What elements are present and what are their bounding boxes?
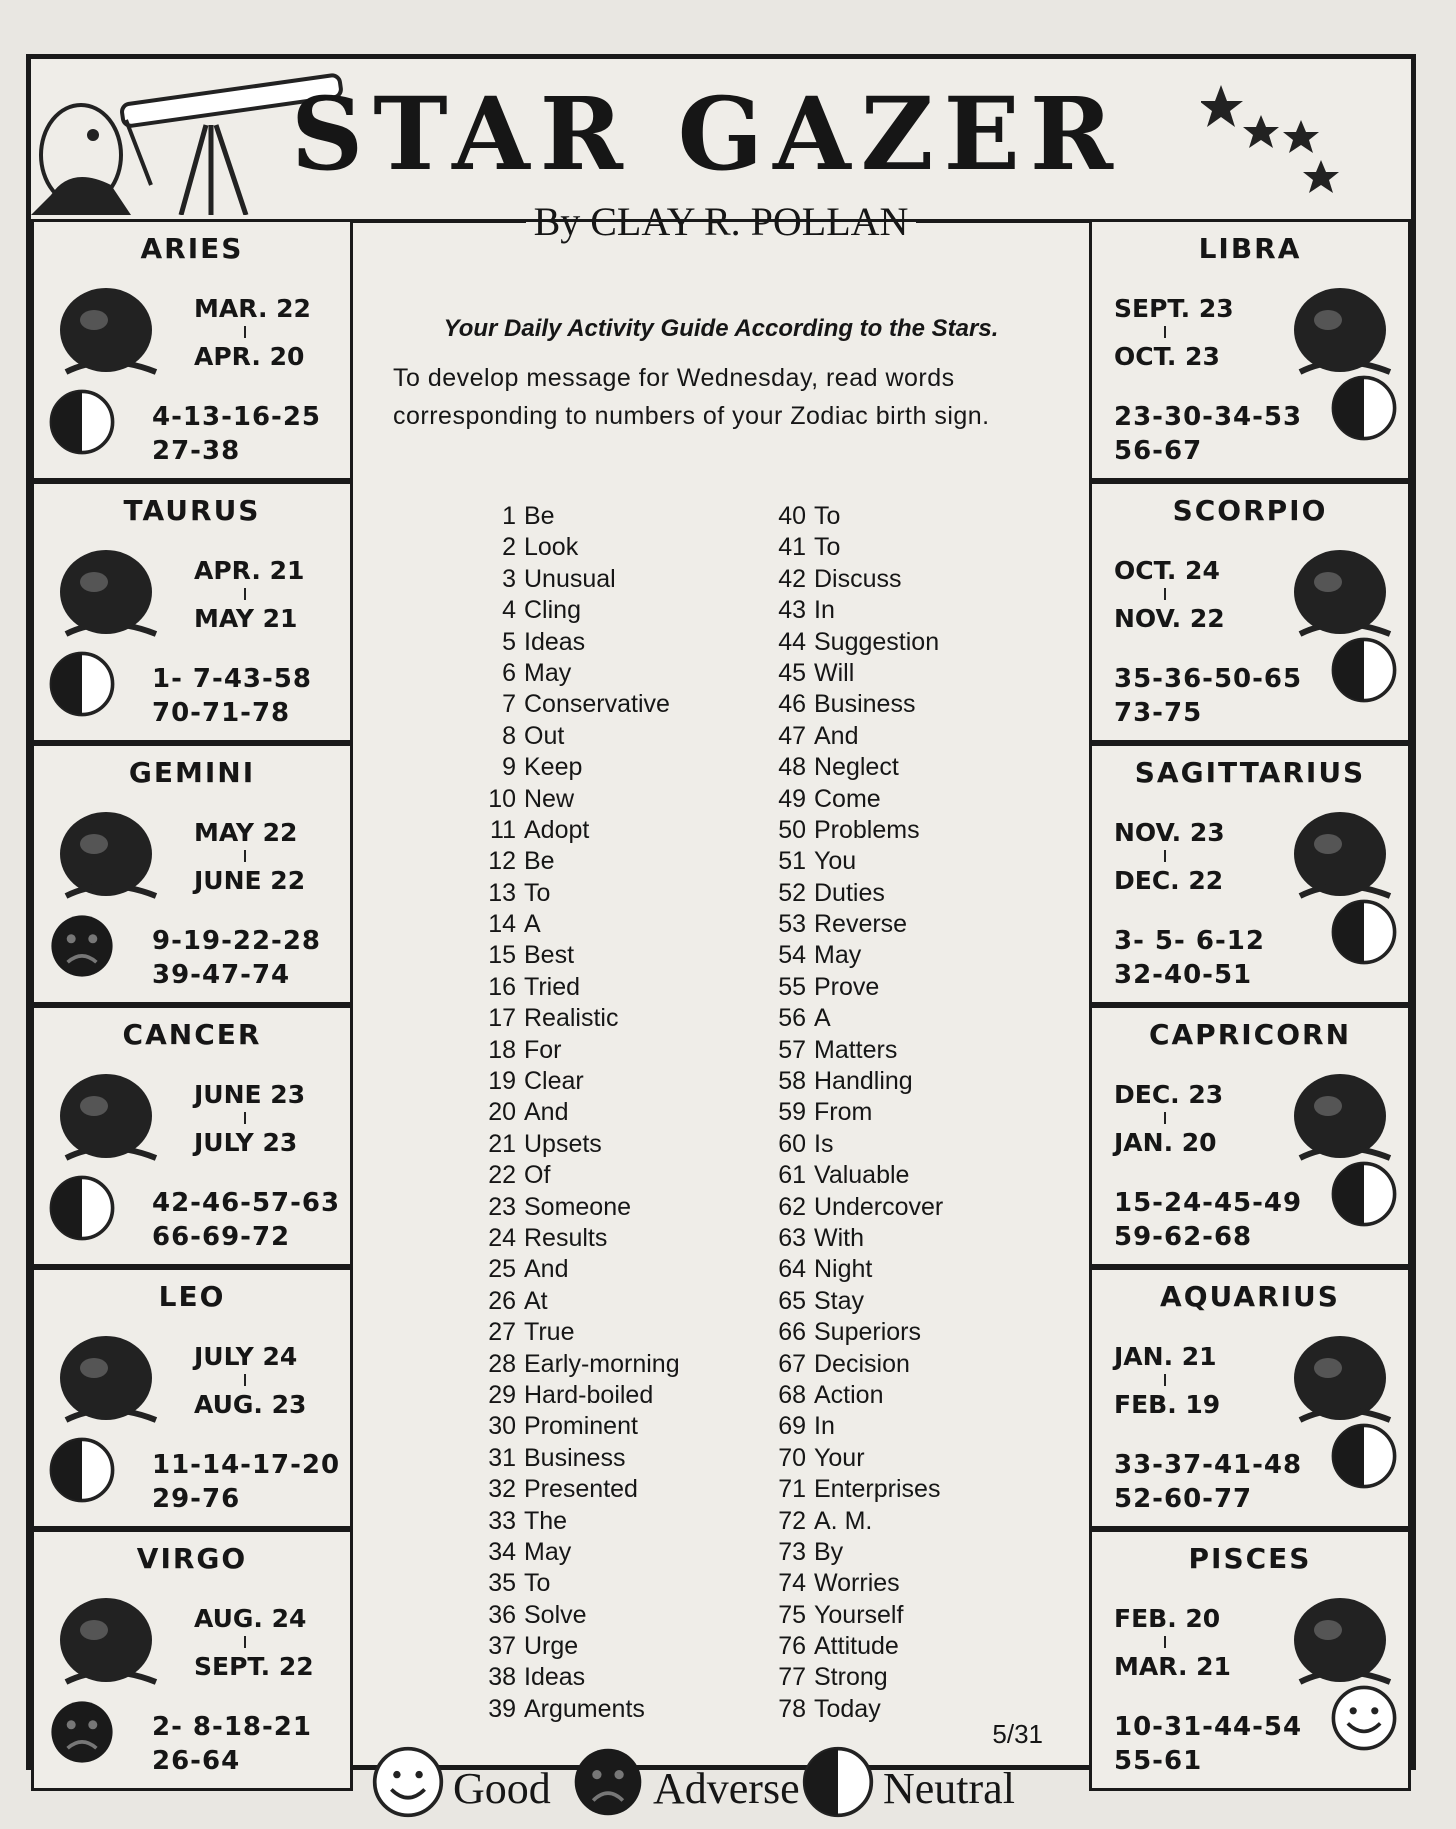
sign-numbers-line2: 39-47-74 <box>152 960 291 990</box>
word-entry: 77 Strong <box>778 1663 888 1692</box>
word-entry: 75 Yourself <box>778 1600 904 1629</box>
word-entry: 71 Enterprises <box>778 1475 941 1504</box>
word-entry: 13 To <box>488 878 551 907</box>
sign-end-date: JUNE 22 <box>194 866 306 895</box>
word-entry: 64 Night <box>778 1255 873 1284</box>
fish-icon <box>1280 1582 1400 1692</box>
word-entry: 65 Stay <box>778 1286 865 1315</box>
stars-moon-icon <box>1201 65 1411 215</box>
archer-icon <box>1280 796 1400 906</box>
sign-box-cancer <box>31 1005 353 1267</box>
sign-end-date: JAN. 20 <box>1114 1128 1217 1157</box>
word-entry: 5 Ideas <box>502 627 586 656</box>
word-entry: 30 Prominent <box>488 1412 638 1441</box>
word-entry: 60 Is <box>778 1129 834 1158</box>
word-entry: 53 Reverse <box>778 910 908 939</box>
word-entry: 36 Solve <box>488 1600 587 1629</box>
sign-numbers-line2: 26-64 <box>152 1746 241 1776</box>
word-entry: 27 True <box>488 1318 575 1347</box>
sign-numbers-line1: 23-30-34-53 <box>1114 402 1303 432</box>
sign-numbers-line1: 10-31-44-54 <box>1114 1712 1303 1742</box>
neutral-indicator-icon <box>1328 634 1400 706</box>
sign-name: CANCER <box>122 1018 262 1051</box>
sign-box-capricorn <box>1089 1005 1411 1267</box>
page-title: STAR GAZER <box>291 75 1123 193</box>
legend-neutral-label: Neutral <box>883 1764 1015 1813</box>
sign-start-date: JAN. 21 <box>1114 1342 1217 1371</box>
sign-start-date: NOV. 23 <box>1114 818 1225 847</box>
neutral-indicator-icon <box>46 648 118 720</box>
word-entry: 43 In <box>778 596 835 625</box>
sign-box-sagittarius <box>1089 743 1411 1005</box>
sign-name: ARIES <box>140 232 244 265</box>
bull-icon <box>46 534 166 644</box>
sign-numbers-line2: 66-69-72 <box>152 1222 291 1252</box>
word-entry: 16 Tried <box>488 972 581 1001</box>
word-list-right <box>766 501 1046 1725</box>
word-entry: 55 Prove <box>778 972 880 1001</box>
word-entry: 47 And <box>778 721 859 750</box>
center-panel <box>361 219 1073 1813</box>
sign-box-gemini <box>31 743 353 1005</box>
adverse-indicator-icon <box>46 910 118 982</box>
word-entry: 33 The <box>488 1506 568 1535</box>
word-entry: 21 Upsets <box>488 1129 602 1158</box>
sign-name: LIBRA <box>1198 232 1302 265</box>
sign-start-date: SEPT. 23 <box>1114 294 1234 323</box>
word-entry: 6 May <box>502 658 572 687</box>
word-entry: 38 Ideas <box>488 1663 586 1692</box>
sign-numbers-line2: 29-76 <box>152 1484 241 1514</box>
sign-start-date: MAR. 22 <box>194 294 311 323</box>
word-entry: 31 Business <box>488 1443 626 1472</box>
sign-name: GEMINI <box>128 756 256 789</box>
sign-start-date: JULY 24 <box>194 1342 298 1371</box>
word-entry: 22 Of <box>488 1161 551 1190</box>
word-entry: 26 At <box>488 1286 548 1315</box>
word-entry: 42 Discuss <box>778 564 902 593</box>
word-entry: 56 A <box>778 1004 831 1033</box>
date-code: 5/31 <box>992 1719 1043 1749</box>
sign-name: SAGITTARIUS <box>1134 756 1366 789</box>
word-entry: 39 Arguments <box>488 1694 645 1723</box>
crab-icon <box>46 1058 166 1168</box>
sign-numbers-line1: 11-14-17-20 <box>152 1450 341 1480</box>
word-entry: 14 A <box>488 910 541 939</box>
sign-end-date: APR. 20 <box>194 342 305 371</box>
sign-end-date: JULY 23 <box>194 1128 298 1157</box>
legend-good-label: Good <box>453 1764 551 1813</box>
word-entry: 28 Early-morning <box>488 1349 680 1378</box>
word-entry: 32 Presented <box>488 1475 638 1504</box>
word-entry: 11 Adopt <box>490 815 590 844</box>
sign-numbers-line1: 33-37-41-48 <box>1114 1450 1303 1480</box>
sign-end-date: MAR. 21 <box>1114 1652 1231 1681</box>
sign-numbers-line1: 9-19-22-28 <box>152 926 322 956</box>
word-entry: 67 Decision <box>778 1349 910 1378</box>
scales-icon <box>1280 272 1400 382</box>
word-entry: 15 Best <box>488 941 575 970</box>
sign-numbers-line2: 70-71-78 <box>152 698 291 728</box>
sign-start-date: MAY 22 <box>194 818 298 847</box>
water-bearer-icon <box>1280 1320 1400 1430</box>
sign-start-date: JUNE 23 <box>194 1080 306 1109</box>
neutral-indicator-icon <box>46 1172 118 1244</box>
sign-end-date: NOV. 22 <box>1114 604 1225 633</box>
good-face-icon <box>371 1745 445 1819</box>
instructions: To develop message for Wednesday, read words corresponding to numbers of your Zodiac birth sign. <box>393 364 990 430</box>
sign-box-aquarius <box>1089 1267 1411 1529</box>
sign-end-date: MAY 21 <box>194 604 298 633</box>
sign-box-pisces <box>1089 1529 1411 1791</box>
twins-icon <box>46 796 166 906</box>
scorpion-icon <box>1280 534 1400 644</box>
sign-numbers-line2: 52-60-77 <box>1114 1484 1253 1514</box>
goat-icon <box>1280 1058 1400 1168</box>
word-entry: 49 Come <box>778 784 881 813</box>
sign-box-taurus <box>31 481 353 743</box>
word-entry: 3 Unusual <box>502 564 616 593</box>
word-entry: 50 Problems <box>778 815 920 844</box>
sign-name: AQUARIUS <box>1160 1280 1340 1313</box>
sign-name: SCORPIO <box>1172 494 1328 527</box>
sign-name: LEO <box>158 1280 226 1313</box>
word-entry: 41 To <box>778 533 841 562</box>
word-entry: 63 With <box>778 1223 864 1252</box>
word-entry: 72 A. M. <box>778 1506 873 1535</box>
sign-box-scorpio <box>1089 481 1411 743</box>
word-entry: 8 Out <box>502 721 565 750</box>
word-entry: 29 Hard-boiled <box>488 1380 654 1409</box>
neutral-indicator-icon <box>1328 372 1400 444</box>
sign-numbers-line1: 42-46-57-63 <box>152 1188 341 1218</box>
word-entry: 73 By <box>778 1537 844 1566</box>
neutral-indicator-icon <box>1328 1420 1400 1492</box>
sign-numbers-line1: 35-36-50-65 <box>1114 664 1303 694</box>
sign-end-date: FEB. 19 <box>1114 1390 1221 1419</box>
sign-numbers-line2: 32-40-51 <box>1114 960 1253 990</box>
word-entry: 35 To <box>488 1569 551 1598</box>
word-entry: 70 Your <box>778 1443 865 1472</box>
good-indicator-icon <box>1328 1682 1400 1754</box>
word-entry: 17 Realistic <box>488 1004 619 1033</box>
sign-name: PISCES <box>1188 1542 1312 1575</box>
word-entry: 45 Will <box>778 658 855 687</box>
word-entry: 46 Business <box>778 690 916 719</box>
word-entry: 23 Someone <box>488 1192 632 1221</box>
sign-numbers-line2: 27-38 <box>152 436 241 466</box>
word-list-left <box>476 501 756 1725</box>
word-entry: 25 And <box>488 1255 569 1284</box>
sign-start-date: APR. 21 <box>194 556 305 585</box>
sign-start-date: DEC. 23 <box>1114 1080 1224 1109</box>
sign-numbers-line2: 59-62-68 <box>1114 1222 1253 1252</box>
sign-end-date: DEC. 22 <box>1114 866 1224 895</box>
sign-numbers-line1: 15-24-45-49 <box>1114 1188 1303 1218</box>
word-entry: 40 To <box>778 502 841 530</box>
sign-end-date: OCT. 23 <box>1114 342 1220 371</box>
sign-box-aries <box>31 219 353 481</box>
sign-name: CAPRICORN <box>1148 1018 1352 1051</box>
word-entry: 4 Cling <box>502 596 581 625</box>
word-entry: 48 Neglect <box>778 753 899 782</box>
word-entry: 7 Conservative <box>502 690 670 719</box>
word-entry: 9 Keep <box>502 753 583 782</box>
word-entry: 62 Undercover <box>778 1192 944 1221</box>
ram-icon <box>46 272 166 382</box>
sign-box-virgo <box>31 1529 353 1791</box>
sign-box-libra <box>1089 219 1411 481</box>
word-entry: 76 Attitude <box>778 1632 899 1661</box>
word-entry: 68 Action <box>778 1380 884 1409</box>
neutral-indicator-icon <box>46 386 118 458</box>
sign-end-date: SEPT. 22 <box>194 1652 314 1681</box>
sign-start-date: OCT. 24 <box>1114 556 1220 585</box>
word-entry: 37 Urge <box>488 1632 579 1661</box>
sign-box-leo <box>31 1267 353 1529</box>
legend <box>371 1739 1071 1829</box>
neutral-half-moon-icon <box>801 1745 875 1819</box>
word-entry: 57 Matters <box>778 1035 898 1064</box>
word-entry: 1 Be <box>502 502 555 530</box>
word-entry: 61 Valuable <box>778 1161 910 1190</box>
guide-subtitle: Your Daily Activity Guide According to the Stars. <box>443 315 999 342</box>
neutral-indicator-icon <box>1328 1158 1400 1230</box>
word-entry: 44 Suggestion <box>778 627 940 656</box>
word-entry: 51 You <box>778 847 857 876</box>
word-entry: 18 For <box>488 1035 562 1064</box>
word-entry: 59 From <box>778 1098 873 1127</box>
author-byline: By CLAY R. POLLAN <box>533 198 909 244</box>
adverse-indicator-icon <box>46 1696 118 1768</box>
word-entry: 58 Handling <box>778 1067 913 1096</box>
word-entry: 20 And <box>488 1098 569 1127</box>
neutral-indicator-icon <box>46 1434 118 1506</box>
legend-adverse-label: Adverse <box>653 1764 800 1813</box>
sign-name: VIRGO <box>136 1542 248 1575</box>
sign-numbers-line1: 1- 7-43-58 <box>152 664 312 694</box>
sign-name: TAURUS <box>123 494 261 527</box>
word-entry: 24 Results <box>488 1223 608 1252</box>
sign-end-date: AUG. 23 <box>194 1390 307 1419</box>
word-entry: 12 Be <box>488 847 555 876</box>
word-entry: 10 New <box>488 784 575 813</box>
lion-icon <box>46 1320 166 1430</box>
word-entry: 2 Look <box>502 533 579 562</box>
star-gazer-column <box>26 54 1416 1813</box>
adverse-face-icon <box>571 1745 645 1819</box>
word-entry: 66 Superiors <box>778 1318 921 1347</box>
sign-start-date: FEB. 20 <box>1114 1604 1221 1633</box>
sign-numbers-line2: 56-67 <box>1114 436 1203 466</box>
word-entry: 69 In <box>778 1412 835 1441</box>
sign-start-date: AUG. 24 <box>194 1604 307 1633</box>
sign-numbers-line1: 2- 8-18-21 <box>152 1712 312 1742</box>
word-entry: 54 May <box>778 941 862 970</box>
sign-numbers-line1: 3- 5- 6-12 <box>1114 926 1265 956</box>
word-entry: 78 Today <box>778 1694 881 1723</box>
maiden-icon <box>46 1582 166 1692</box>
word-entry: 52 Duties <box>778 878 885 907</box>
sign-numbers-line1: 4-13-16-25 <box>152 402 322 432</box>
sign-numbers-line2: 55-61 <box>1114 1746 1203 1776</box>
word-entry: 34 May <box>488 1537 572 1566</box>
word-entry: 74 Worries <box>778 1569 900 1598</box>
word-entry: 19 Clear <box>488 1067 584 1096</box>
neutral-indicator-icon <box>1328 896 1400 968</box>
sign-numbers-line2: 73-75 <box>1114 698 1203 728</box>
